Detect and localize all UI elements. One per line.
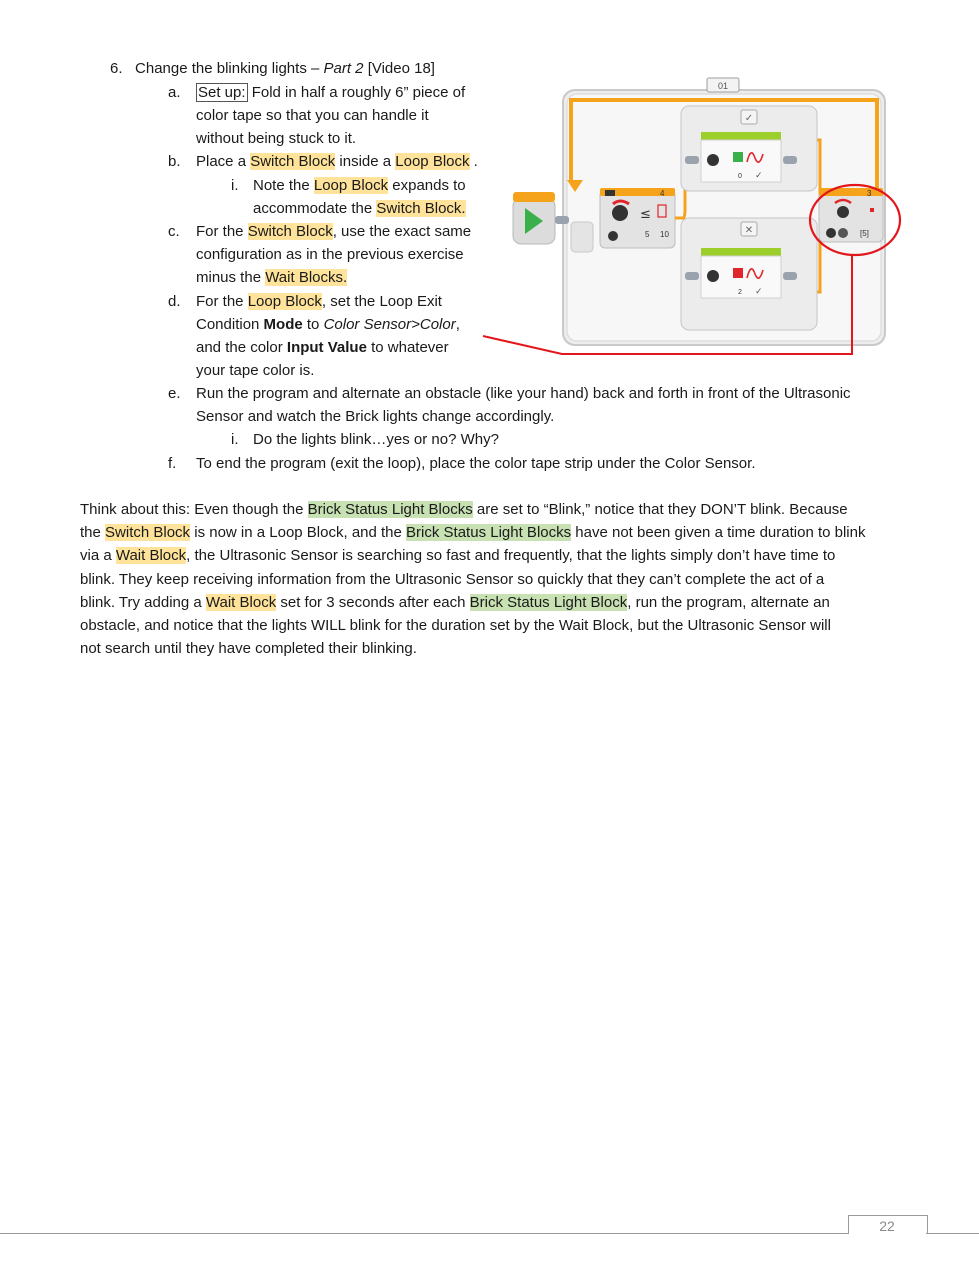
think-line3: via a Wait Block, the Ultrasonic Sensor is searching so fast and frequently, that the lights simply don’t have time to xyxy=(80,547,836,564)
step-c-line2: configuration as in the previous exercise xyxy=(196,246,464,263)
item-number: 6. xyxy=(110,60,123,77)
threshold-a-label: 5 xyxy=(645,230,650,239)
light-green-icon xyxy=(733,152,743,162)
step-f-label: f. xyxy=(168,455,177,472)
exit-port-label: 3 xyxy=(867,189,872,198)
annotation-pointer xyxy=(480,250,880,360)
step-b-i-label: i. xyxy=(231,177,239,194)
step-a-line1: Set up: Fold in half a roughly 6” piece of xyxy=(198,84,466,101)
step-d-label: d. xyxy=(168,293,181,310)
step-d-line4: your tape color is. xyxy=(196,362,315,379)
step-b-line1: Place a Switch Block inside a Loop Block . xyxy=(196,153,478,170)
connector xyxy=(555,216,569,224)
think-line6: obstacle, and notice that the lights WILL blink for the duration set by the Wait Block, but the Ultrasonic Sensor will xyxy=(80,617,831,634)
footer-rule-left xyxy=(0,1233,848,1234)
step-b-label: b. xyxy=(168,153,181,170)
step-f-text: To end the program (exit the loop), place the color tape strip under the Color Sensor. xyxy=(196,455,756,472)
brick-light-header-true xyxy=(701,132,781,140)
switch-port-label: 4 xyxy=(660,189,665,198)
step-d-line1: For the Loop Block, set the Loop Exit xyxy=(196,293,442,310)
false-color-value: 2 xyxy=(738,289,742,296)
think-line5: blink. Try adding a Wait Block set for 3 seconds after each Brick Status Light Block, run the program, alternate an xyxy=(80,594,830,611)
step-a-line3: without being stuck to it. xyxy=(196,130,357,147)
compare-op-label: ≤ xyxy=(640,207,651,222)
true-pulse-check: ✓ xyxy=(755,171,763,181)
false-pulse-check: ✓ xyxy=(755,287,763,297)
step-c-line1: For the Switch Block, use the exact same xyxy=(196,223,472,240)
setup-box: Set up: xyxy=(198,84,246,101)
think-line2: the Switch Block is now in a Loop Block, and the Brick Status Light Blocks have not been given a time duration to blink xyxy=(80,524,866,541)
step-e-i-label: i. xyxy=(231,431,239,448)
step-e-label: e. xyxy=(168,385,181,402)
true-color-value: 0 xyxy=(738,173,742,180)
false-case-cross: ✕ xyxy=(744,225,754,236)
think-line4: blink. They keep receiving information from the Ultrasonic Sensor so quickly that they can’t complete the act of a xyxy=(80,571,825,588)
step-d-line3: and the color Input Value to whatever xyxy=(196,339,449,356)
step-e-i-text: Do the lights blink…yes or no? Why? xyxy=(253,431,499,448)
step-e-line2: Sensor and watch the Brick lights change accordingly. xyxy=(196,408,555,425)
ultrasonic-sensor-icon xyxy=(612,205,628,221)
step-b-i-line2: accommodate the Switch Block. xyxy=(253,200,466,217)
brick-light-icon-true xyxy=(707,154,719,166)
exit-value-label: [5] xyxy=(860,229,869,238)
think-line7: not search until they have completed their blinking. xyxy=(80,640,417,657)
true-case-check: ✓ xyxy=(744,113,754,124)
footer-rule-right xyxy=(926,1233,979,1234)
loop-id-label: 01 xyxy=(717,81,729,91)
threshold-b-label: 10 xyxy=(660,230,669,239)
step-b-i-line1: Note the Loop Block expands to xyxy=(253,177,466,194)
think-line1: Think about this: Even though the Brick Status Light Blocks are set to “Blink,” notice that they DON’T blink. Because xyxy=(80,501,848,518)
step-c-label: c. xyxy=(168,223,180,240)
step-e-line1: Run the program and alternate an obstacle (like your hand) back and forth in front of the Ultrasonic xyxy=(196,385,851,402)
step-a-line2: color tape so that you can handle it xyxy=(196,107,429,124)
step-d-line2: Condition Mode to Color Sensor>Color, xyxy=(196,316,460,333)
step-c-line3: minus the Wait Blocks. xyxy=(196,269,348,286)
step-a-label: a. xyxy=(168,84,181,101)
item-6-heading: 6. Change the blinking lights – Part 2 [Video 18] xyxy=(110,60,435,77)
color-sensor-icon xyxy=(837,206,849,218)
page-number: 22 xyxy=(879,1218,895,1234)
